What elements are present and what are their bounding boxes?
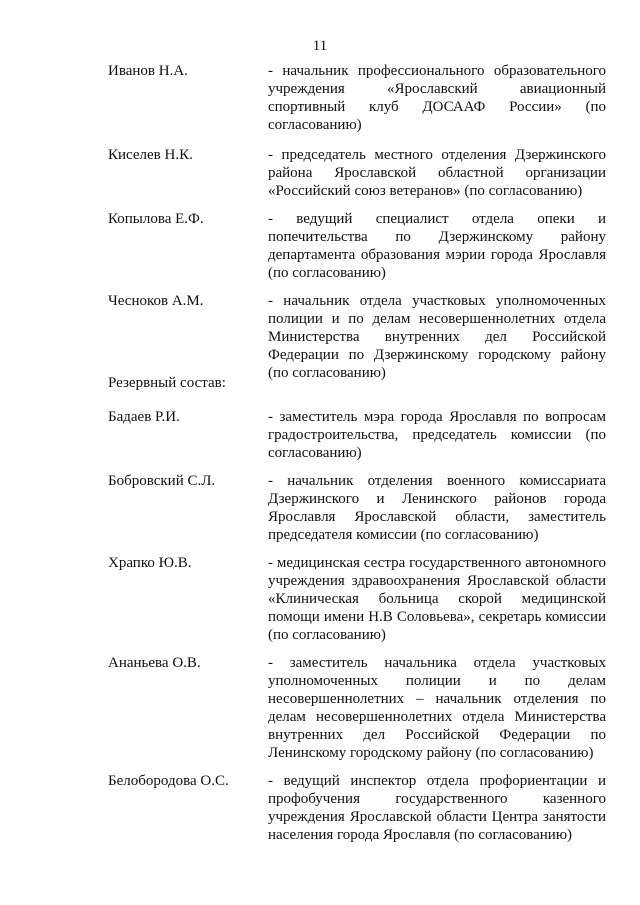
reserve-name: Бадаев Р.И.	[108, 409, 180, 425]
page-number: 11	[312, 38, 328, 54]
reserve-name: Храпко Ю.В.	[108, 555, 192, 571]
member-role: - председатель местного отделения Дзержинского района Ярославской областной организации «Российский союз ветеранов» (по согласованию)	[268, 147, 606, 199]
member-role: - начальник профессионального образовательного учреждения «Ярославский авиационный спортивный клуб ДОСААФ России» (по согласованию)	[268, 63, 606, 133]
reserve-heading: Резервный состав:	[108, 375, 226, 391]
reserve-role: - ведущий инспектор отдела профориентации и профобучения государственного казенного учреждения Ярославской области Центра занятости населения города Ярославля (по согласованию)	[268, 773, 606, 843]
member-name: Киселев Н.К.	[108, 147, 193, 163]
member-name: Копылова Е.Ф.	[108, 211, 204, 227]
reserve-role: - начальник отделения военного комиссариата Дзержинского и Ленинского районов города Ярославля Ярославской области, заместитель председателя комиссии (по согласованию)	[268, 473, 606, 543]
reserve-role: - заместитель мэра города Ярославля по вопросам градостроительства, председатель комиссии (по согласованию)	[268, 409, 606, 461]
reserve-role: - медицинская сестра государственного автономного учреждения здравоохранения Ярославской области «Клиническая больница скорой медицинской помощи имени Н.В Соловьева», секретарь комиссии (по согласованию)	[268, 555, 606, 643]
reserve-name: Ананьева О.В.	[108, 655, 201, 671]
reserve-role: - заместитель начальника отдела участковых уполномоченных полиции и по делам несовершеннолетних – начальник отделения по делам несовершеннолетних отдела Министерства внутренних дел Российской Федерации по Ленинскому городскому району (по согласованию)	[268, 655, 606, 761]
member-role: - начальник отдела участковых уполномоченных полиции и по делам несовершеннолетних отдела Министерства внутренних дел Российской Федерации по Дзержинскому городскому району (по согласованию)	[268, 293, 606, 381]
reserve-name: Бобровский С.Л.	[108, 473, 216, 489]
member-name: Чесноков А.М.	[108, 293, 204, 309]
reserve-name: Белобородова О.С.	[108, 773, 229, 789]
member-role: - ведущий специалист отдела опеки и попечительства по Дзержинскому району департамента образования мэрии города Ярославля (по согласованию)	[268, 211, 606, 281]
member-name: Иванов Н.А.	[108, 63, 188, 79]
